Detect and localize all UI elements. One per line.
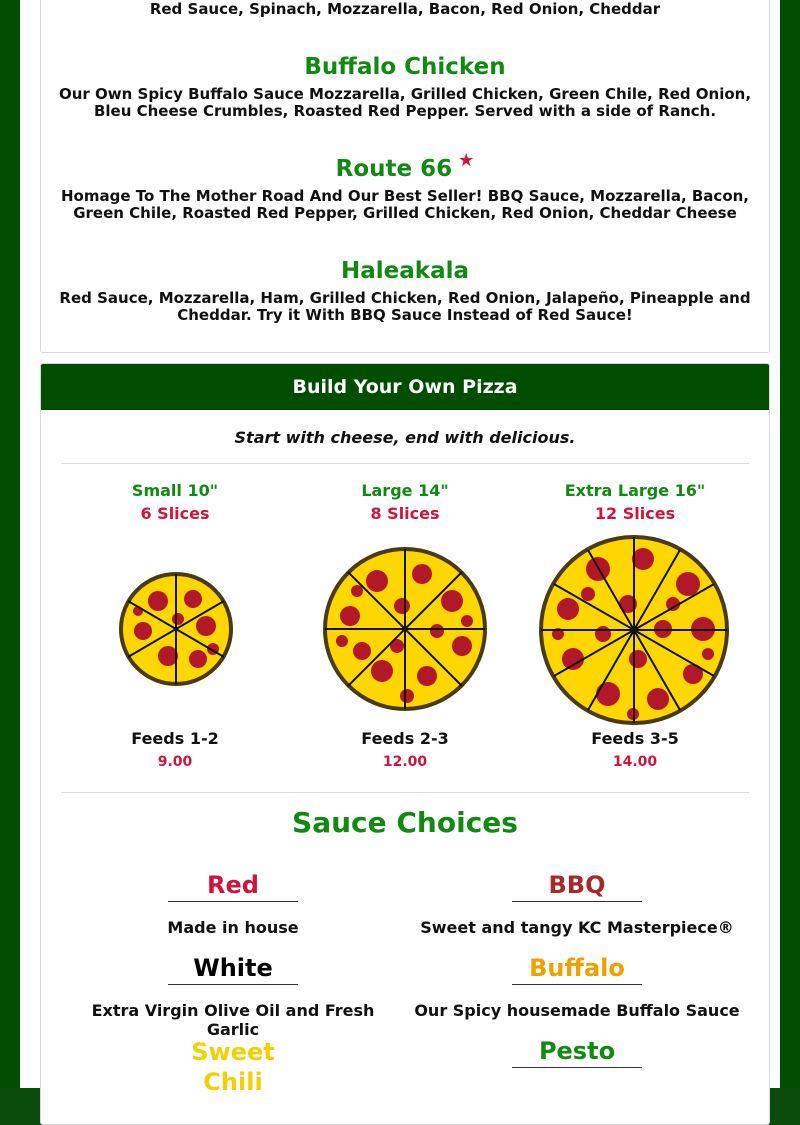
- sauce-description: Sweet and tangy KC Masterpiece®: [420, 918, 734, 937]
- size-option-extra-large: [520, 481, 750, 523]
- pizza-description-line: Bleu Cheese Crumbles, Roasted Red Pepper. Served with a side of Ranch.: [93, 102, 717, 120]
- sauce-name-line: Chili: [203, 1068, 263, 1096]
- menu-content: [20, 0, 780, 1096]
- sauce-description: Made in house: [167, 918, 299, 937]
- section-title: Sauce Choices: [292, 806, 518, 839]
- build-your-own-panel: [40, 363, 770, 1125]
- tagline: Start with cheese, end with delicious.: [234, 428, 576, 447]
- specialty-pizza-panel: [40, 0, 770, 353]
- pizza-name: Haleakala: [341, 258, 469, 284]
- panel-header: Build Your Own Pizza: [41, 364, 769, 410]
- pizza-small-icon: [118, 571, 234, 687]
- sauce-name-pesto: Pesto: [512, 1037, 642, 1068]
- size-option-small: [60, 481, 290, 523]
- pizza-description-line: Our Own Spicy Buffalo Sauce Mozzarella, Grilled Chicken, Green Chile, Red Onion,: [58, 85, 752, 103]
- sauce-description: Extra Virgin Olive Oil and Fresh Garlic: [91, 1001, 375, 1039]
- sauce-name-sweet-chili: [168, 1037, 298, 1097]
- price: 12.00: [382, 754, 428, 770]
- left-border: [0, 0, 20, 1088]
- slice-count: 8 Slices: [370, 504, 440, 523]
- star-icon: ★: [458, 150, 475, 171]
- sauce-name-buffalo: Buffalo: [512, 954, 642, 985]
- pizza-large-icon: [322, 546, 488, 712]
- slice-count: 12 Slices: [594, 504, 676, 523]
- price: 14.00: [612, 754, 658, 770]
- pizza-description-line: Red Sauce, Mozzarella, Ham, Grilled Chicken, Red Onion, Jalapeño, Pineapple and: [59, 289, 751, 307]
- sauce-description: Our Spicy housemade Buffalo Sauce: [414, 1001, 740, 1020]
- size-info-large: [310, 729, 500, 770]
- pizza-description-line: Cheddar. Try it With BBQ Sauce Instead of Red Sauce!: [177, 306, 633, 324]
- size-option-large: [290, 481, 520, 523]
- pizza-name-route-66: [41, 150, 769, 185]
- feeds-count: Feeds 3-5: [591, 729, 679, 748]
- sauce-name-bbq: BBQ: [512, 871, 642, 902]
- pizza-description-line: Homage To The Mother Road And Our Best Seller! BBQ Sauce, Mozzarella, Bacon,: [60, 187, 749, 205]
- size-info-extra-large: [540, 729, 730, 770]
- size-label: Small 10": [131, 481, 219, 500]
- price: 9.00: [157, 754, 193, 770]
- pizza-name: Buffalo Chicken: [304, 54, 506, 80]
- sauce-name-red: Red: [168, 871, 298, 902]
- sauce-name-white: White: [168, 954, 298, 985]
- slice-count: 6 Slices: [140, 504, 210, 523]
- size-label: Large 14": [361, 481, 449, 500]
- pizza-name: Route 66: [335, 156, 453, 182]
- right-border: [780, 0, 800, 1088]
- divider: [61, 463, 749, 464]
- feeds-count: Feeds 2-3: [361, 729, 449, 748]
- sauce-name-line: Sweet: [191, 1038, 275, 1066]
- pizza-description-line: Green Chile, Roasted Red Pepper, Grilled Chicken, Red Onion, Cheddar Cheese: [73, 204, 737, 222]
- size-info-small: [80, 729, 270, 770]
- pizza-description: Red Sauce, Spinach, Mozzarella, Bacon, Red Onion, Cheddar: [149, 0, 661, 18]
- size-label: Extra Large 16": [564, 481, 706, 500]
- divider: [61, 792, 749, 793]
- feeds-count: Feeds 1-2: [131, 729, 219, 748]
- pizza-extra-large-icon: [538, 534, 730, 726]
